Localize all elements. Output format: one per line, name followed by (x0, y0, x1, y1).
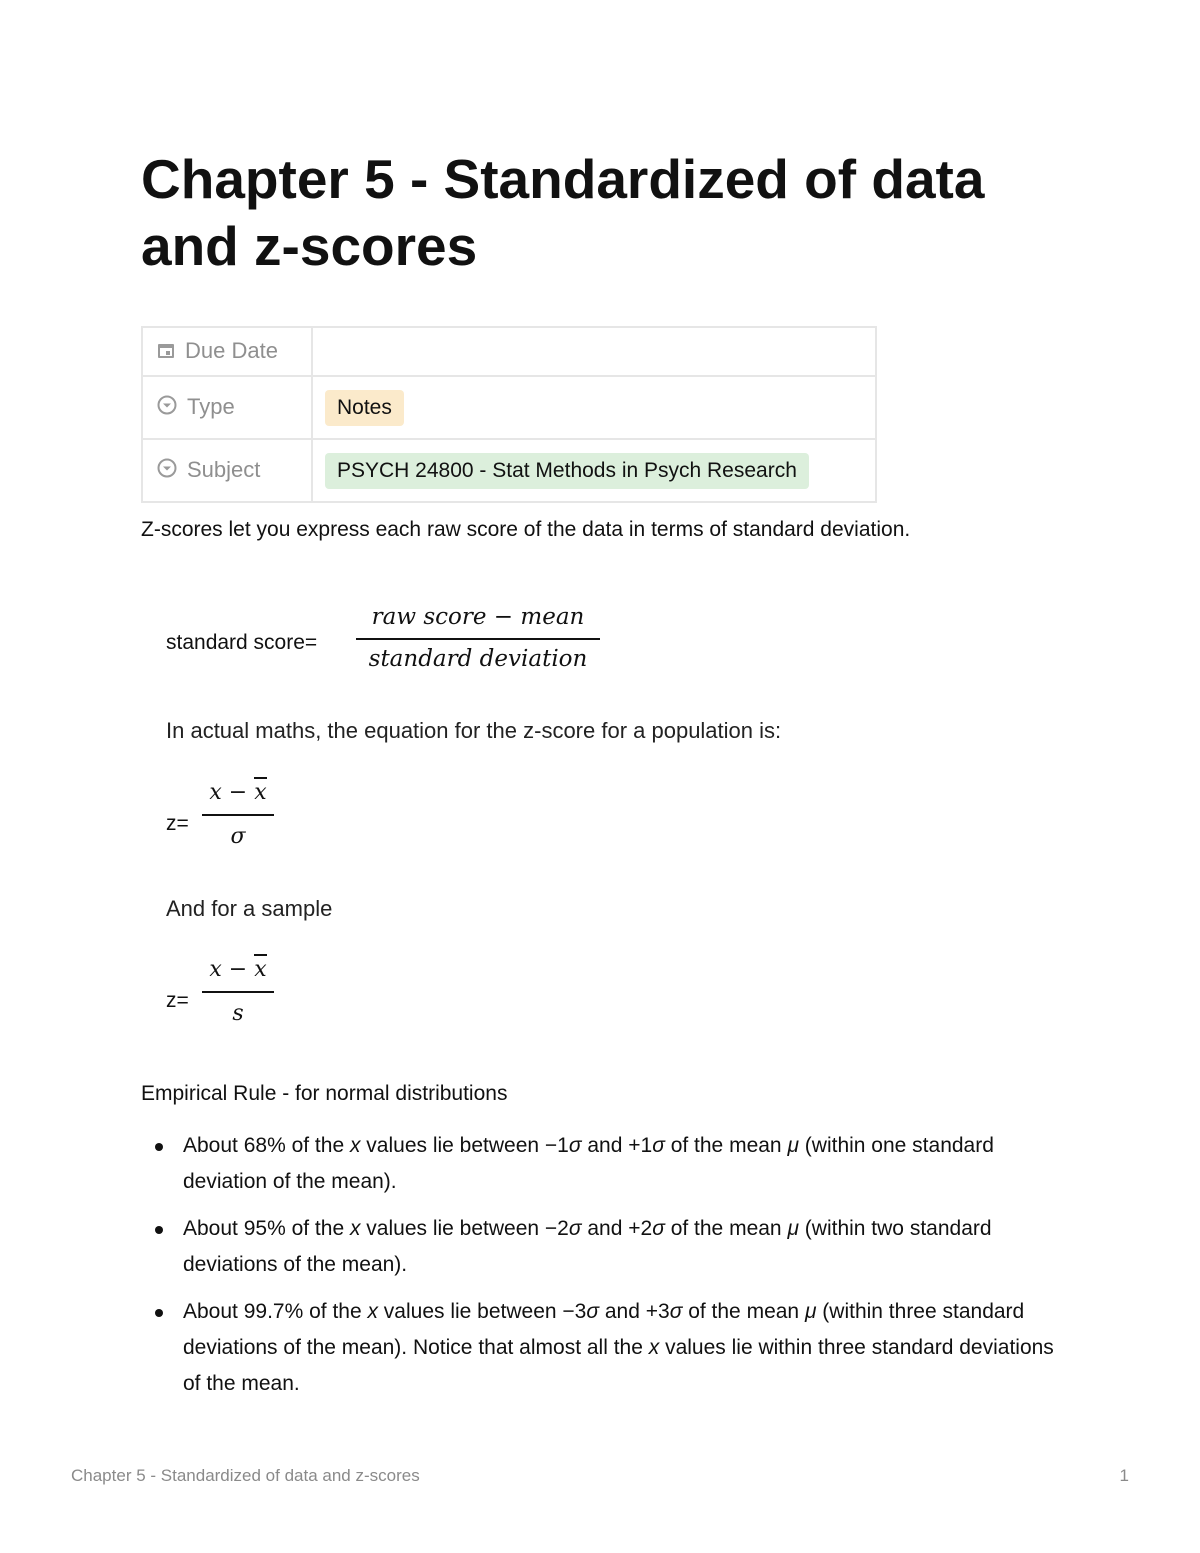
x-bar-variable: x (254, 954, 266, 982)
property-row-type (142, 376, 876, 439)
x-variable: x (349, 1217, 361, 1240)
subject-value-cell (312, 439, 876, 502)
x-variable: x (367, 1300, 378, 1323)
sample-z-fraction (202, 953, 274, 1031)
property-row-due-date (142, 327, 876, 376)
fraction-numerator (202, 776, 274, 810)
property-label: Type (187, 393, 235, 419)
calendar-icon (157, 339, 175, 365)
sigma-symbol: σ (652, 1217, 665, 1240)
fraction-bar (202, 991, 274, 993)
x-variable: x (349, 1134, 361, 1157)
fraction-denominator: standard deviation (368, 646, 588, 672)
type-value-cell (312, 376, 876, 439)
property-key-type (142, 376, 312, 439)
property-key-due-date (142, 327, 312, 376)
sigma-symbol: σ (568, 1134, 582, 1157)
x-variable: x (209, 957, 222, 982)
empirical-rule-list (141, 1128, 1061, 1413)
footer-title: Chapter 5 - Standardized of data and z-scores (71, 1466, 420, 1485)
sigma-symbol: σ (568, 1217, 582, 1240)
page-title: Chapter 5 - Standardized of data and z-scores (141, 148, 985, 277)
select-icon (157, 458, 177, 484)
property-label: Due Date (185, 337, 278, 363)
fraction-denominator: s (232, 1001, 244, 1026)
standard-score-fraction (356, 602, 600, 674)
population-text: In actual maths, the equation for the z-score for a population is: (166, 718, 782, 743)
list-item: About 68% of the x values lie between −1σ and +1σ of the mean μ (within one standard deviation of the mean). (141, 1128, 1061, 1200)
x-variable: x (209, 780, 222, 805)
property-key-subject (142, 439, 312, 502)
select-icon (157, 395, 177, 421)
sigma-symbol: σ (652, 1134, 665, 1157)
subject-tag[interactable]: PSYCH 24800 - Stat Methods in Psych Research (325, 453, 809, 489)
mu-symbol: μ (804, 1300, 817, 1323)
sample-text: And for a sample (166, 896, 333, 921)
fraction-bar (202, 814, 274, 816)
minus-sign: − (228, 780, 248, 805)
x-bar-variable: x (254, 777, 266, 805)
sigma-symbol: σ (669, 1300, 683, 1323)
minus-sign: − (228, 957, 248, 982)
sigma-symbol: σ (586, 1300, 600, 1323)
intro-text: Z-scores let you express each raw score of the data in terms of standard deviation. (141, 518, 911, 541)
property-label: Subject (187, 456, 261, 482)
population-z-fraction (202, 776, 274, 854)
property-row-subject (142, 439, 876, 502)
formula-lhs: standard score= (166, 631, 318, 654)
mu-symbol: μ (787, 1134, 799, 1157)
fraction-bar (356, 638, 600, 640)
fraction-numerator: raw score − mean (371, 604, 585, 630)
empirical-rule-heading: Empirical Rule - for normal distributions (141, 1082, 508, 1105)
fraction-denominator: σ (230, 824, 246, 849)
type-tag[interactable]: Notes (325, 390, 404, 426)
x-variable: x (648, 1336, 660, 1359)
mu-symbol: μ (787, 1217, 799, 1240)
formula-lhs: z= (166, 989, 189, 1012)
due-date-value[interactable] (312, 327, 876, 376)
list-item: About 95% of the x values lie between −2σ and +2σ of the mean μ (within two standard deviations of the mean). (141, 1211, 1061, 1283)
fraction-numerator (202, 953, 274, 987)
list-item: About 99.7% of the x values lie between −3σ and +3σ of the mean μ (within three standard deviations of the mean). Notice that almost all the x values lie within three standard deviations of the mean. (141, 1294, 1061, 1402)
page-number: 1 (1119, 1466, 1129, 1485)
formula-lhs: z= (166, 812, 189, 835)
properties-table (141, 326, 877, 503)
